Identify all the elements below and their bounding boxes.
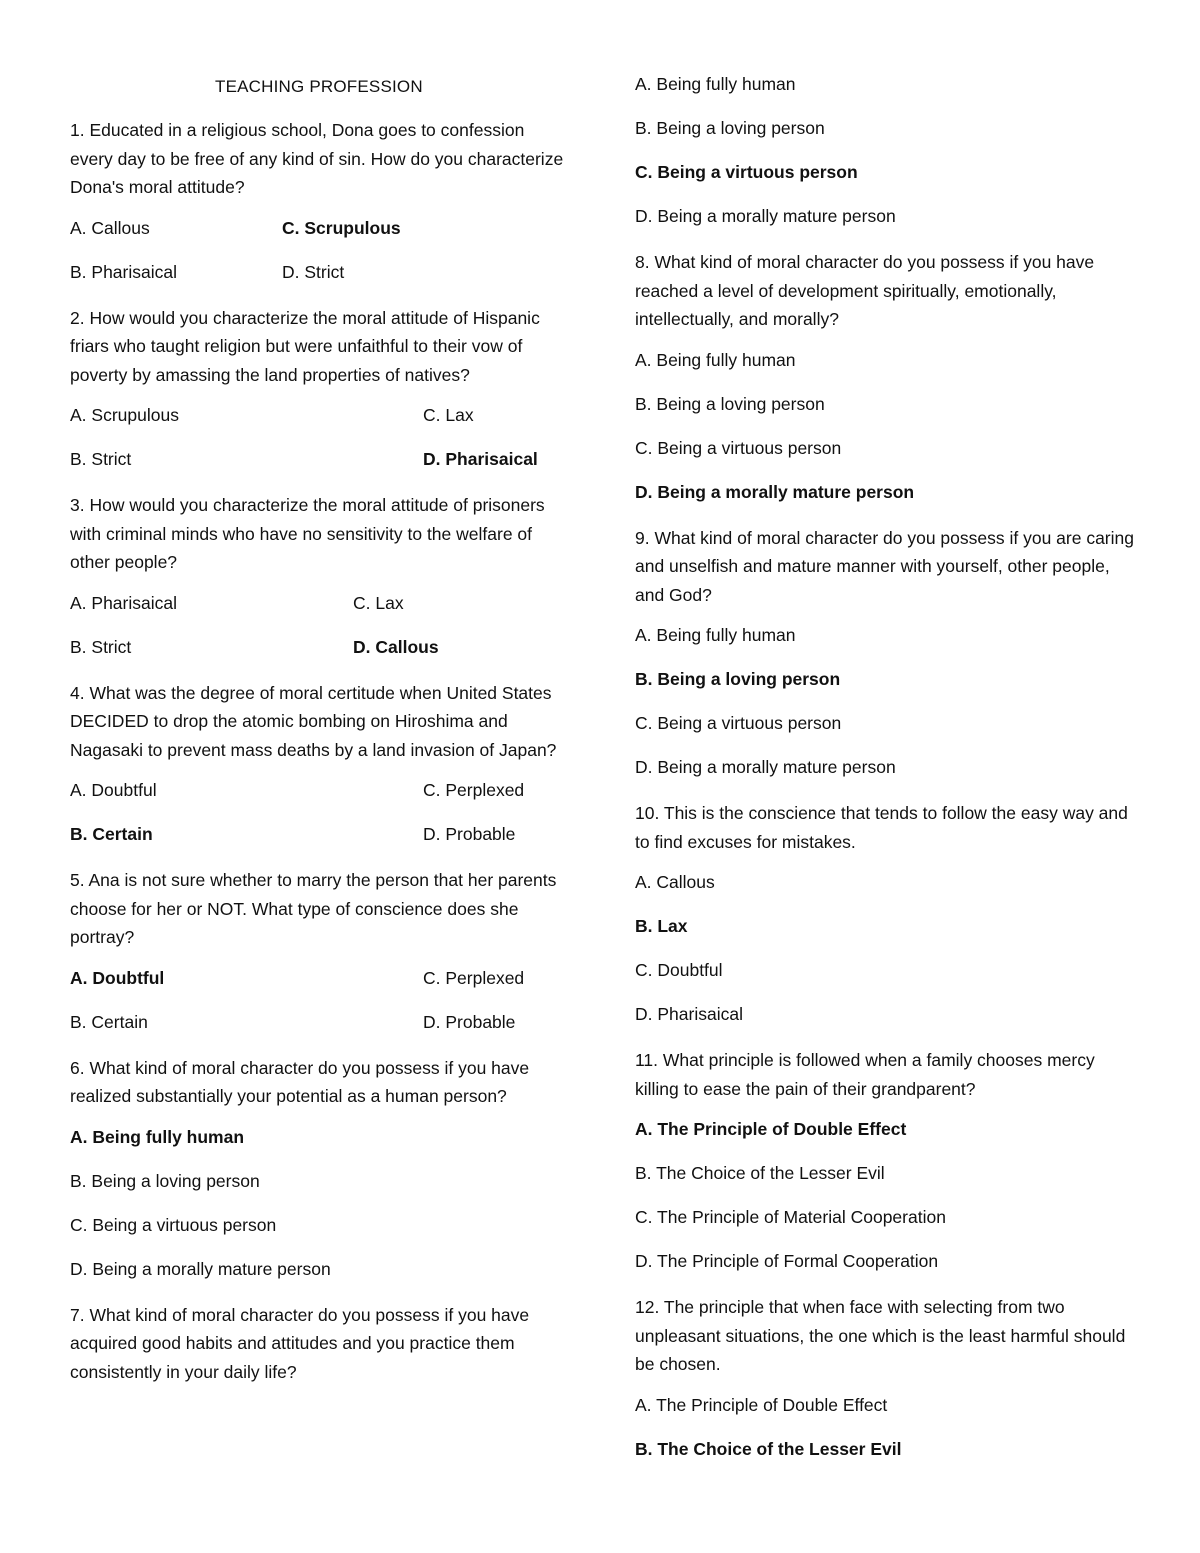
- q5-option-a: A. Doubtful: [70, 967, 165, 988]
- q4-option-b: B. Certain: [70, 824, 153, 844]
- left-column: [70, 72, 570, 1400]
- q7-option-b: B. Being a loving person: [635, 118, 825, 138]
- q9-option-a: A. Being fully human: [635, 625, 796, 645]
- q12-option-b: B. The Choice of the Lesser Evil: [635, 1438, 902, 1459]
- q2-options-row-2: [70, 447, 570, 471]
- q1-option-b: B. Pharisaical: [70, 261, 177, 282]
- question-2: 2. How would you characterize the moral attitude of Hispanic friars who taught religion but were unfaithful to their vow of poverty by amassing the land properties of natives?: [70, 307, 540, 385]
- question-7: 7. What kind of moral character do you possess if you have acquired good habits and attitudes and you practice them consistently in your daily life?: [70, 1304, 530, 1382]
- q1-options-row-2: [70, 260, 570, 284]
- q1-options-row-1: [70, 216, 570, 240]
- q4-option-d: D. Probable: [423, 824, 516, 844]
- q3-options-row-1: [70, 591, 570, 615]
- q6-option-a: A. Being fully human: [70, 1126, 245, 1147]
- q11-option-b: B. The Choice of the Lesser Evil: [635, 1163, 885, 1183]
- q1-option-d: D. Strict: [282, 261, 345, 282]
- q9-option-d: D. Being a morally mature person: [635, 757, 896, 777]
- question-10: 10. This is the conscience that tends to follow the easy way and to find excuses for mistakes.: [635, 803, 1128, 852]
- document-title: TEACHING PROFESSION: [215, 77, 423, 96]
- question-4: 4. What was the degree of moral certitude when United States DECIDED to drop the atomic bombing on Hiroshima and Nagasaki to prevent mass deaths by a land invasion of Japan?: [70, 682, 557, 760]
- q10-option-b: B. Lax: [635, 916, 688, 936]
- q3-option-c: C. Lax: [353, 592, 404, 613]
- question-9: 9. What kind of moral character do you possess if you are caring and unselfish and mature manner with yourself, other people, and God?: [635, 527, 1134, 605]
- q5-option-d: D. Probable: [423, 1011, 516, 1032]
- q6-option-d: D. Being a morally mature person: [70, 1258, 331, 1279]
- q4-options-row-1: [70, 778, 570, 802]
- q6-option-c: C. Being a virtuous person: [70, 1214, 277, 1235]
- q2-option-b: B. Strict: [70, 449, 132, 469]
- q5-option-c: C. Perplexed: [423, 967, 525, 988]
- q7-option-c: C. Being a virtuous person: [635, 162, 858, 182]
- q1-option-c: C. Scrupulous: [282, 217, 401, 238]
- q5-options-row-2: [70, 1010, 570, 1034]
- q1-option-a: A. Callous: [70, 217, 150, 238]
- question-1: 1. Educated in a religious school, Dona goes to confession every day to be free of any kind of sin. How do you characterize Dona's moral attitude?: [70, 120, 564, 197]
- question-8: 8. What kind of moral character do you possess if you have reached a level of development spiritually, emotionally, intellectually, and morally?: [635, 252, 1095, 329]
- q5-options-row-1: [70, 966, 570, 990]
- q9-option-c: C. Being a virtuous person: [635, 713, 842, 733]
- q3-option-b: B. Strict: [70, 636, 132, 657]
- q3-options-row-2: [70, 635, 570, 659]
- q7-option-d: D. Being a morally mature person: [635, 206, 896, 226]
- q8-option-c: C. Being a virtuous person: [635, 437, 842, 458]
- question-6: 6. What kind of moral character do you possess if you have realized substantially your potential as a human person?: [70, 1057, 530, 1106]
- q8-option-b: B. Being a loving person: [635, 393, 825, 414]
- q2-option-c: C. Lax: [423, 405, 474, 425]
- q8-option-d: D. Being a morally mature person: [635, 481, 915, 502]
- q3-option-a: A. Pharisaical: [70, 592, 177, 613]
- q4-option-c: C. Perplexed: [423, 780, 525, 800]
- q3-option-d: D. Callous: [353, 636, 439, 657]
- q2-options-row-1: [70, 403, 570, 427]
- q11-option-a: A. The Principle of Double Effect: [635, 1119, 907, 1139]
- q8-option-a: A. Being fully human: [635, 349, 796, 370]
- q10-option-d: D. Pharisaical: [635, 1004, 743, 1024]
- q7-option-a: A. Being fully human: [635, 74, 796, 94]
- q2-option-a: A. Scrupulous: [70, 405, 179, 425]
- question-11: 11. What principle is followed when a family chooses mercy killing to ease the pain of their grandparent?: [635, 1050, 1095, 1099]
- q6-option-b: B. Being a loving person: [70, 1170, 260, 1191]
- question-12: 12. The principle that when face with selecting from two unpleasant situations, the one which is the least harmful should be chosen.: [635, 1297, 1126, 1374]
- q10-option-c: C. Doubtful: [635, 960, 723, 980]
- question-5: 5. Ana is not sure whether to marry the person that her parents choose for her or NOT. What type of conscience does she portray?: [70, 870, 557, 947]
- q2-option-d: D. Pharisaical: [423, 449, 538, 469]
- q11-option-c: C. The Principle of Material Cooperation: [635, 1207, 946, 1227]
- question-3: 3. How would you characterize the moral attitude of prisoners with criminal minds who have no sensitivity to the welfare of other people?: [70, 495, 545, 572]
- q10-option-a: A. Callous: [635, 872, 715, 892]
- q9-option-b: B. Being a loving person: [635, 669, 841, 689]
- q11-option-d: D. The Principle of Formal Cooperation: [635, 1251, 939, 1271]
- q4-option-a: A. Doubtful: [70, 780, 157, 800]
- q5-option-b: B. Certain: [70, 1011, 148, 1032]
- right-column: [635, 72, 1135, 1481]
- q12-option-a: A. The Principle of Double Effect: [635, 1394, 888, 1415]
- q4-options-row-2: [70, 822, 570, 846]
